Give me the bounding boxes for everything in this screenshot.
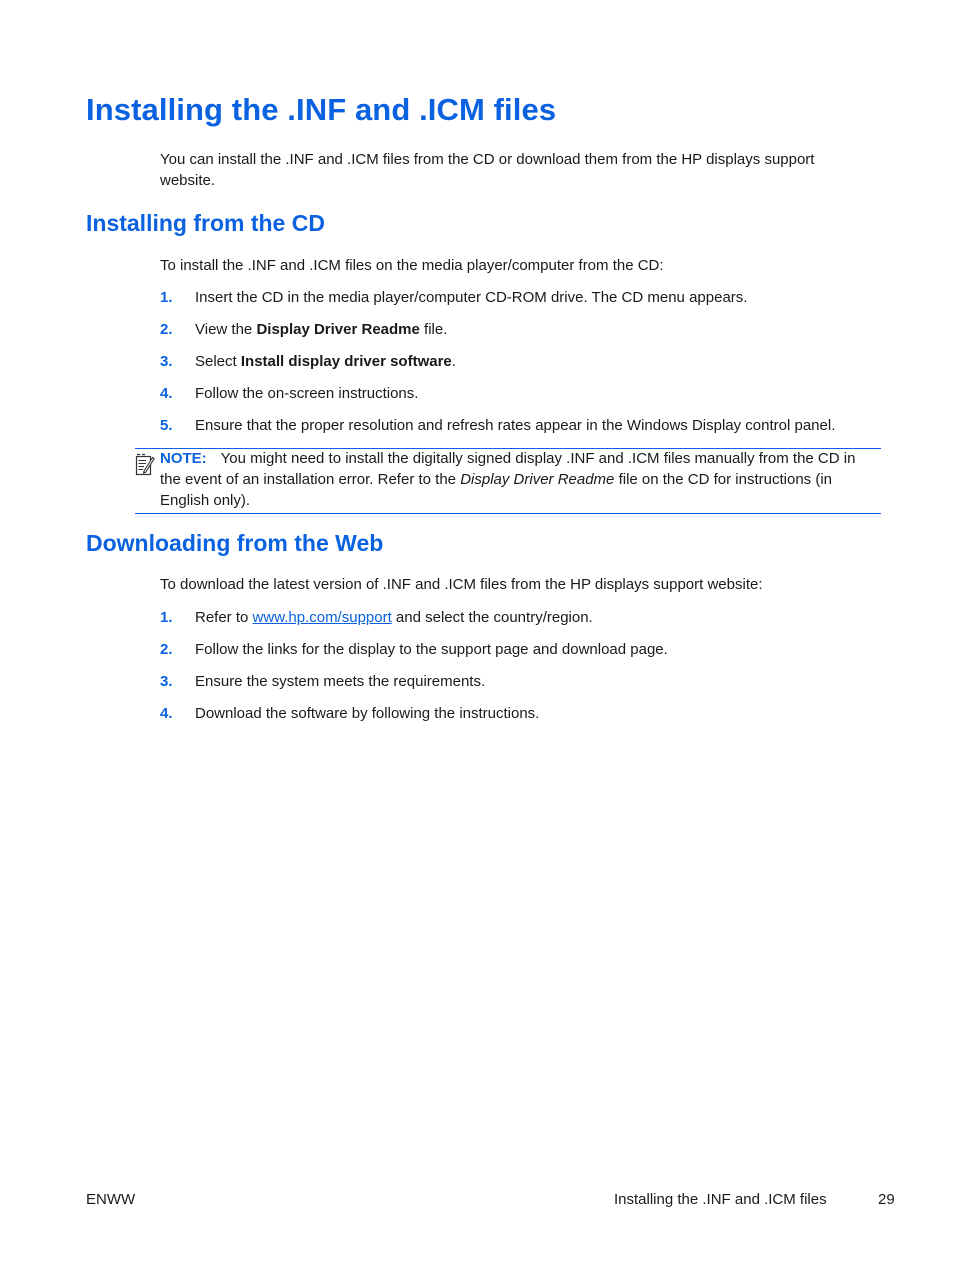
- step-text: Ensure the system meets the requirements.: [195, 673, 486, 690]
- readme-name: Display Driver Readme: [256, 321, 420, 338]
- note-label: NOTE:: [160, 450, 207, 467]
- step-text: Follow the links for the display to the support page and download page.: [195, 641, 668, 658]
- intro-paragraph: You can install the .INF and .ICM files from the CD or download them from the HP displays support website.: [160, 151, 815, 189]
- step-text: Refer to www.hp.com/support and select the country/region.: [195, 609, 593, 626]
- step-text: Insert the CD in the media player/computer CD-ROM drive. The CD menu appears.: [195, 289, 748, 306]
- step-number: 3.: [160, 353, 173, 370]
- hp-support-link[interactable]: www.hp.com/support: [252, 609, 392, 626]
- step-text: View the Display Driver Readme file.: [195, 321, 448, 338]
- web-section-heading: Downloading from the Web: [86, 530, 384, 556]
- step-text: Ensure that the proper resolution and refresh rates appear in the Windows Display control panel.: [195, 417, 836, 434]
- page-title: Installing the .INF and .ICM files: [86, 92, 557, 127]
- cd-step: [160, 383, 880, 404]
- step-number: 3.: [160, 673, 173, 690]
- note-text: NOTE: You might need to install the digitally signed display .INF and .ICM files manually from the CD in the event of an installation error. Refer to the Display Driver Readme file on the CD for instructions (in English only).: [160, 450, 856, 509]
- step-number: 1.: [160, 289, 173, 306]
- menu-option-name: Install display driver software: [240, 353, 452, 370]
- step-text: Select Install display driver software.: [195, 353, 456, 370]
- step-number: 1.: [160, 609, 173, 626]
- note-box: [135, 448, 881, 514]
- cd-section-heading: Installing from the CD: [86, 210, 325, 236]
- step-number: 2.: [160, 641, 173, 658]
- web-lead-paragraph: To download the latest version of .INF and .ICM files from the HP displays support website:: [160, 576, 763, 593]
- web-step: [160, 639, 880, 660]
- cd-step: [160, 287, 880, 308]
- step-number: 5.: [160, 417, 173, 434]
- footer-left-label: ENWW: [86, 1191, 136, 1208]
- footer-section-title: Installing the .INF and .ICM files: [614, 1191, 827, 1208]
- web-step: [160, 671, 880, 692]
- step-number: 4.: [160, 705, 173, 722]
- step-number: 2.: [160, 321, 173, 338]
- web-step: [160, 607, 880, 628]
- footer-page-number: 29: [878, 1191, 895, 1208]
- cd-lead-paragraph: To install the .INF and .ICM files on the media player/computer from the CD:: [160, 257, 664, 274]
- cd-step: [160, 319, 880, 340]
- web-step: [160, 703, 880, 724]
- readme-reference: Display Driver Readme: [460, 471, 615, 488]
- step-text: Download the software by following the instructions.: [195, 705, 540, 722]
- cd-step: [160, 351, 880, 372]
- step-number: 4.: [160, 385, 173, 402]
- step-text: Follow the on-screen instructions.: [195, 385, 419, 402]
- note-icon: [135, 453, 155, 477]
- cd-step: [160, 415, 880, 436]
